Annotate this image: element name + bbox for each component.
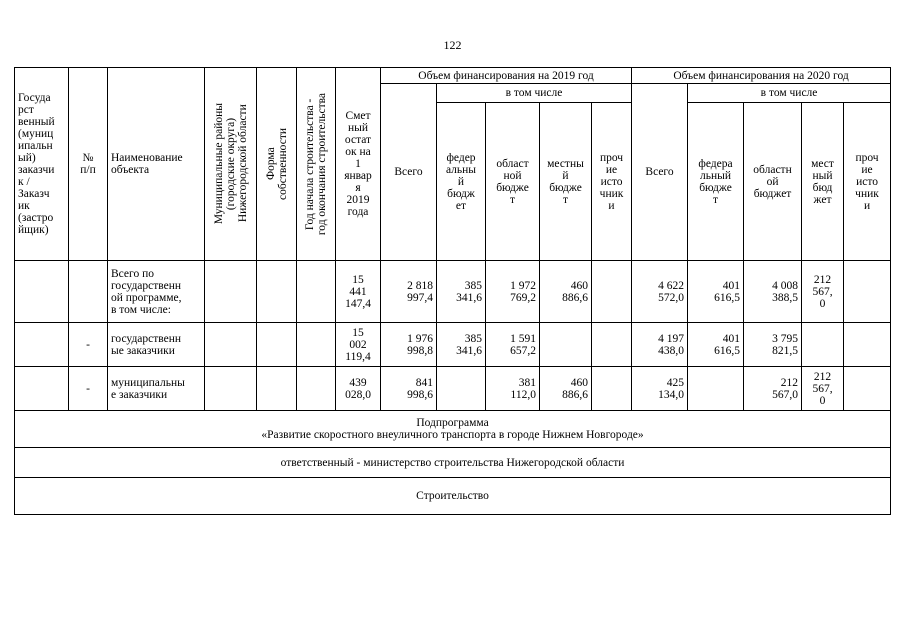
header-fin-2020: Объем финансирования на 2020 год (632, 68, 891, 84)
cell-name: Всего по государственн ой программе, в том числе: (108, 261, 205, 323)
cell-estimate: 439 028,0 (336, 367, 381, 411)
cell-estimate: 15 002 119,4 (336, 323, 381, 367)
cell-name: государственн ые заказчики (108, 323, 205, 367)
header-ownership (257, 68, 297, 261)
header-oth-2020: проч ие исто чник и (844, 103, 891, 261)
header-reg-2020: областн ой бюджет (744, 103, 802, 261)
table-row (15, 367, 891, 411)
cell-estimate: 15 441 147,4 (336, 261, 381, 323)
cell-number (69, 261, 108, 323)
cell-oth-2019 (592, 261, 632, 323)
cell-loc-2020 (802, 323, 844, 367)
cell-districts (205, 261, 257, 323)
cell-fed-2020: 401 616,5 (688, 261, 744, 323)
cell-loc-2019: 460 886,6 (540, 261, 592, 323)
cell-customer (15, 367, 69, 411)
financing-table (14, 67, 891, 515)
cell-number: - (69, 367, 108, 411)
header-fed-2019: федер альны й бюдж ет (437, 103, 486, 261)
header-number: № п/п (69, 68, 108, 261)
cell-customer (15, 261, 69, 323)
header-loc-2019: местны й бюдже т (540, 103, 592, 261)
cell-number: - (69, 323, 108, 367)
header-estimate: Смет ный остат ок на 1 январ я 2019 года (336, 68, 381, 261)
cell-reg-2020: 212 567,0 (744, 367, 802, 411)
cell-loc-2020: 212 567, 0 (802, 261, 844, 323)
cell-reg-2020: 4 008 388,5 (744, 261, 802, 323)
header-oth-2019: проч ие исто чник и (592, 103, 632, 261)
header-fed-2020: федера льный бюдже т (688, 103, 744, 261)
cell-total-2019: 841 998,6 (381, 367, 437, 411)
cell-total-2019: 1 976 998,8 (381, 323, 437, 367)
cell-oth-2019 (592, 367, 632, 411)
header-years-text: Год начала строительства - год окончания строительства (304, 92, 328, 236)
header-districts (205, 68, 257, 261)
table-row (15, 323, 891, 367)
cell-total-2019: 2 818 997,4 (381, 261, 437, 323)
cell-years (297, 367, 336, 411)
header-name: Наименование объекта (108, 68, 205, 261)
cell-fed-2020 (688, 367, 744, 411)
cell-districts (205, 323, 257, 367)
header-fin-2019: Объем финансирования на 2019 год (381, 68, 632, 84)
cell-ownership (257, 261, 297, 323)
section-title: Строительство (15, 478, 891, 515)
cell-fed-2019: 385 341,6 (437, 323, 486, 367)
cell-reg-2020: 3 795 821,5 (744, 323, 802, 367)
cell-fed-2019: 385 341,6 (437, 261, 486, 323)
header-customer: Госуда рст венный (муниц ипальн ый) заказчи к / Заказч ик (застро йщик) (15, 68, 69, 261)
header-districts-text: Муниципальные районы (городские округа) Нижегородской области (212, 103, 249, 225)
cell-loc-2019: 460 886,6 (540, 367, 592, 411)
cell-years (297, 261, 336, 323)
cell-fed-2019 (437, 367, 486, 411)
subprogram-title: Подпрограмма «Развитие скоростного внеуличного транспорта в городе Нижнем Новгороде» (15, 411, 891, 448)
header-total-2019: Всего (381, 84, 437, 261)
cell-total-2020: 4 622 572,0 (632, 261, 688, 323)
cell-total-2020: 425 134,0 (632, 367, 688, 411)
cell-years (297, 323, 336, 367)
cell-loc-2020: 212 567, 0 (802, 367, 844, 411)
cell-oth-2020 (844, 261, 891, 323)
header-including-2020: в том числе (688, 84, 891, 103)
cell-ownership (257, 367, 297, 411)
cell-ownership (257, 323, 297, 367)
header-reg-2019: област ной бюдже т (486, 103, 540, 261)
cell-reg-2019: 381 112,0 (486, 367, 540, 411)
cell-customer (15, 323, 69, 367)
page-number: 122 (443, 38, 462, 52)
header-years (297, 68, 336, 261)
cell-districts (205, 367, 257, 411)
cell-name: муниципальны е заказчики (108, 367, 205, 411)
header-ownership-text: Форма собственности (264, 128, 289, 200)
cell-oth-2019 (592, 323, 632, 367)
cell-oth-2020 (844, 323, 891, 367)
responsible-line: ответственный - министерство строительства Нижегородской области (15, 448, 891, 478)
cell-oth-2020 (844, 367, 891, 411)
cell-total-2020: 4 197 438,0 (632, 323, 688, 367)
cell-fed-2020: 401 616,5 (688, 323, 744, 367)
header-including-2019: в том числе (437, 84, 632, 103)
cell-reg-2019: 1 972 769,2 (486, 261, 540, 323)
header-loc-2020: мест ный бюд жет (802, 103, 844, 261)
header-total-2020: Всего (632, 84, 688, 261)
cell-loc-2019 (540, 323, 592, 367)
cell-reg-2019: 1 591 657,2 (486, 323, 540, 367)
table-row (15, 261, 891, 323)
